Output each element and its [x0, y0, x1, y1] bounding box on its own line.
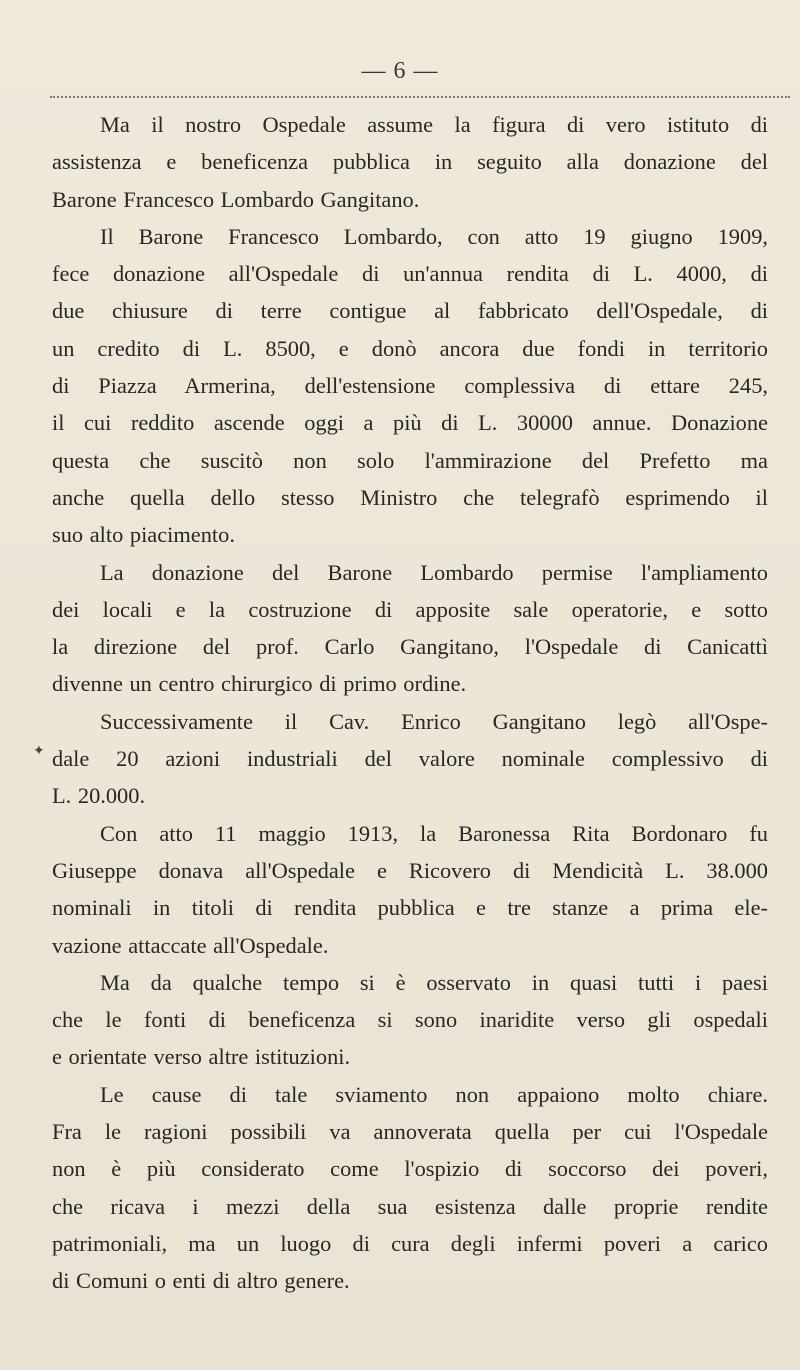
text-line: il cui reddito ascende oggi a più di L. 30000 annue. Donazione [52, 410, 768, 436]
text-line: La donazione del Barone Lombardo permise l'ampliamento [100, 559, 768, 585]
text-line: Fra le ragioni possibili va annoverata quella per cui l'Ospedale [52, 1119, 768, 1145]
text-line: dei locali e la costruzione di apposite sale operatorie, e sotto [52, 596, 768, 622]
header-dotted-rule [50, 96, 790, 98]
text-line: Successivamente il Cav. Enrico Gangitano legò all'Ospe- [100, 708, 768, 734]
text-line: Il Barone Francesco Lombardo, con atto 19 giugno 1909, [100, 223, 768, 249]
text-line: Le cause di tale sviamento non appaiono molto chiare. [100, 1081, 768, 1107]
text-line: nominali in titoli di rendita pubblica e tre stanze a prima ele- [52, 895, 768, 921]
text-line: patrimoniali, ma un luogo di cura degli infermi poveri a carico [52, 1230, 768, 1256]
text-line: due chiusure di terre contigue al fabbricato dell'Ospedale, di [52, 298, 768, 324]
text-line: Barone Francesco Lombardo Gangitano. [52, 186, 420, 212]
margin-mark: ✦ [33, 744, 45, 759]
text-line: questa che suscitò non solo l'ammirazione del Prefetto ma [52, 447, 768, 473]
text-line: fece donazione all'Ospedale di un'annua rendita di L. 4000, di [52, 261, 768, 287]
text-line: un credito di L. 8500, e donò ancora due fondi in territorio [52, 335, 768, 361]
text-line: la direzione del prof. Carlo Gangitano, l'Ospedale di Canicattì [52, 634, 768, 660]
text-line: Ma da qualche tempo si è osservato in quasi tutti i paesi [100, 969, 768, 995]
text-line: di Comuni o enti di altro genere. [52, 1268, 350, 1294]
text-line: Ma il nostro Ospedale assume la figura di vero istituto di [100, 112, 768, 137]
text-line: L. 20.000. [52, 783, 146, 809]
text-line: che le fonti di beneficenza si sono inaridite verso gli ospedali [52, 1007, 768, 1033]
body-text [52, 106, 768, 1300]
text-line: vazione attaccate all'Ospedale. [52, 932, 329, 958]
text-line: Giuseppe donava all'Ospedale e Ricovero di Mendicità L. 38.000 [52, 857, 768, 883]
text-line: anche quella dello stesso Ministro che telegrafò esprimendo il [52, 484, 768, 510]
text-line: divenne un centro chirurgico di primo ordine. [52, 671, 467, 697]
text-line: dale 20 azioni industriali del valore nominale complessivo di [52, 746, 768, 772]
text-line: di Piazza Armerina, dell'estensione complessiva di ettare 245, [52, 373, 768, 399]
text-line: e orientate verso altre istituzioni. [52, 1044, 351, 1070]
text-line: assistenza e beneficenza pubblica in seguito alla donazione del [52, 149, 768, 175]
text-line: che ricava i mezzi della sua esistenza dalle proprie rendite [52, 1193, 768, 1219]
text-line: suo alto piacimento. [52, 522, 235, 548]
text-line: non è più considerato come l'ospizio di soccorso dei poveri, [52, 1156, 768, 1182]
text-line: Con atto 11 maggio 1913, la Baronessa Rita Bordonaro fu [100, 820, 768, 846]
page-number-header: — 6 — [361, 58, 439, 84]
